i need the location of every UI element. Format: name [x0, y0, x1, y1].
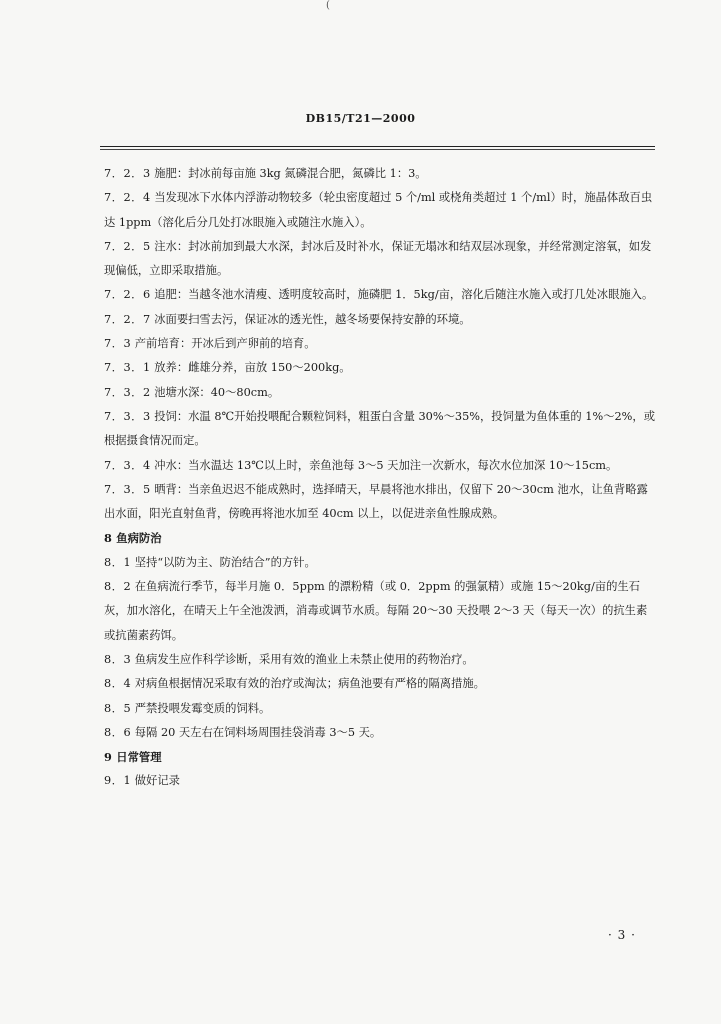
clause-paragraph: [104, 162, 657, 186]
clause-paragraph: [104, 672, 657, 696]
clause-text: 每隔 20 天左右在饲料场周围挂袋消毒 3～5 天。: [131, 725, 382, 739]
clause-paragraph: [104, 454, 657, 478]
clause-number: 8．2: [104, 580, 132, 594]
clause-number: 7．3．1: [104, 361, 151, 375]
document-body: [104, 162, 657, 794]
clause-number: 9: [104, 750, 113, 765]
clause-number: 7．2．4: [104, 191, 151, 205]
clause-paragraph: [104, 235, 657, 284]
clause-paragraph: [104, 697, 657, 721]
clause-number: 7．2．6: [104, 288, 151, 302]
clause-text: 日常管理: [112, 750, 162, 765]
clause-text: 放养：雌雄分养，亩放 150～200kg。: [150, 361, 351, 375]
clause-text: 施肥：封冰前每亩施 3kg 氮磷混合肥，氮磷比 1：3。: [150, 167, 427, 180]
clause-number: 8．1: [104, 555, 132, 569]
clause-number: 7．3．3: [104, 409, 151, 423]
clause-paragraph: [104, 405, 657, 454]
clause-text: 鱼病防治: [112, 531, 162, 546]
section-heading: [104, 526, 657, 550]
clause-paragraph: [104, 648, 657, 672]
page-number: · 3 ·: [608, 928, 636, 942]
clause-paragraph: [104, 283, 657, 307]
section-heading: [104, 745, 657, 769]
clause-number: 7．3．5: [104, 482, 151, 496]
clause-text: 做好记录: [131, 774, 180, 788]
clause-text: 当发现冰下水体内浮游动物较多（轮虫密度超过 5 个/ml 或桡角类超过 1 个/ml）时，施晶体敌百虫达 1ppm（溶化后分几处打冰眼施入或随注水施入）。: [104, 191, 653, 229]
clause-paragraph: [104, 478, 657, 527]
clause-number: 8: [104, 531, 113, 546]
clause-text: 注水：封冰前加到最大水深，封冰后及时补水，保证无塌冰和结双层冰现象，并经常测定溶氧，如发现偏低，立即采取措施。: [104, 239, 652, 278]
clause-number: 8．6: [104, 725, 132, 739]
clause-number: 7．2．3: [104, 167, 151, 180]
clause-number: 9．1: [104, 774, 132, 788]
clause-paragraph: [104, 381, 657, 405]
document-header-code: DB15/T21—2000: [305, 112, 416, 125]
clause-paragraph: [104, 721, 657, 745]
header-rule: [100, 146, 655, 150]
clause-paragraph: [104, 769, 657, 793]
clause-text: 晒背：当亲鱼迟迟不能成熟时，选择晴天，早晨将池水排出，仅留下 20～30cm 池水，让鱼背略露出水面，阳光直射鱼背，傍晚再将池水加至 40cm 以上，以促进亲鱼性腺成熟。: [104, 482, 648, 521]
clause-number: 7．3．4: [104, 458, 151, 472]
clause-text: 追肥：当越冬池水清瘦、透明度较高时，施磷肥 1．5kg/亩，溶化后随注水施入或打几处冰眼施入。: [150, 288, 654, 302]
clause-paragraph: [104, 308, 657, 332]
clause-text: 鱼病发生应作科学诊断，采用有效的渔业上未禁止使用的药物治疗。: [131, 652, 474, 666]
clause-text: 池塘水深：40～80cm。: [150, 385, 280, 399]
clause-number: 8．5: [104, 701, 132, 715]
clause-text: 冰面要扫雪去污，保证冰的透光性，越冬场要保持安静的环境。: [150, 312, 471, 326]
clause-number: 7．3: [104, 337, 132, 351]
clause-text: 坚持“以防为主、防治结合”的方针。: [131, 555, 316, 569]
clause-text: 投饲：水温 8℃开始投喂配合颗粒饲料，粗蛋白含量 30%～35%，投饲量为鱼体重的 1%～2%，或根据摄食情况而定。: [104, 409, 656, 448]
clause-text: 在鱼病流行季节，每半月施 0．5ppm 的漂粉精（或 0．2ppm 的强氯精）或施 15～20kg/亩的生石灰，加水溶化，在晴天上午全池泼洒，消毒或调节水质。每隔 20～30 天投喂 2～3 天（每天一次）的抗生素或抗菌素药饵。: [104, 580, 648, 642]
clause-number: 7．3．2: [104, 385, 151, 399]
clause-text: 对病鱼根据情况采取有效的治疗或淘汰；病鱼池要有严格的隔离措施。: [131, 677, 485, 691]
clause-number: 7．2．7: [104, 312, 151, 326]
clause-paragraph: [104, 332, 657, 356]
clause-number: 8．4: [104, 677, 132, 691]
clause-text: 产前培育：开冰后到产卵前的培育。: [131, 337, 316, 351]
clause-paragraph: [104, 356, 657, 380]
clause-number: 7．2．5: [104, 239, 151, 253]
clause-text: 冲水：当水温达 13℃以上时，亲鱼池每 3～5 天加注一次新水，每次水位加深 10～15cm。: [150, 458, 618, 472]
clause-paragraph: [104, 186, 657, 235]
clause-paragraph: [104, 575, 657, 648]
scan-mark: (: [326, 0, 330, 11]
clause-paragraph: [104, 551, 657, 575]
clause-text: 严禁投喂发霉变质的饲料。: [131, 701, 271, 715]
clause-number: 8．3: [104, 652, 132, 666]
